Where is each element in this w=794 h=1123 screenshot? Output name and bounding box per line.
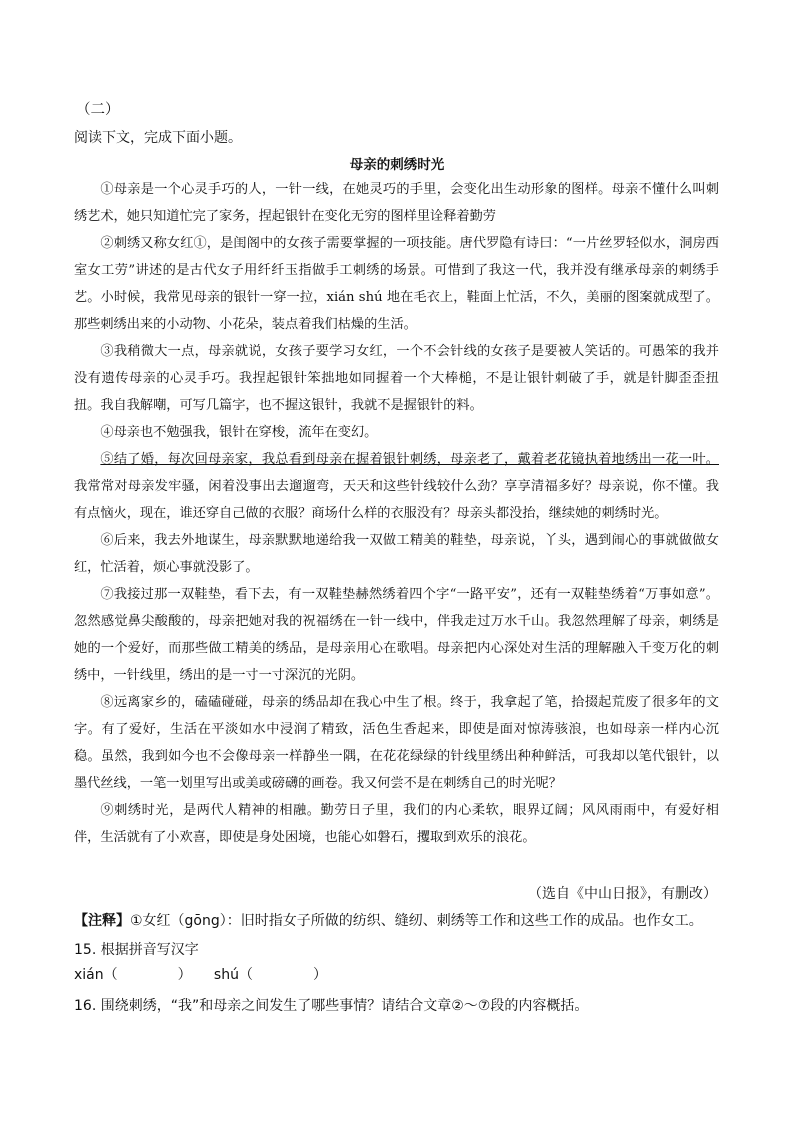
footnote-text: ①女红（gōng）：旧时指女子所做的纺织、缝纫、刺绣等工作和这些工作的成品。也作女工。	[130, 913, 703, 929]
question-15: 15. 根据拼音写汉字	[74, 942, 199, 958]
footnote	[74, 911, 703, 931]
paragraph-3: ③我稍微大一点，母亲就说，女孩子要学习女红，一个不会针线的女孩子是要被人笑话的。可愚笨的我并没有遗传母亲的心灵手巧。我捏起银针笨拙地如同握着一个大棒槌，不是让银针刺破了手，就是针脚歪歪扭扭。我自我解嘲，可写几篇字，也不握这银针，我就不是握银针的料。	[74, 344, 719, 413]
section-label: （二）	[76, 102, 120, 118]
article-source: （选自《中山日报》，有删改）	[528, 886, 717, 902]
paragraph-1: ①母亲是一个心灵手巧的人，一针一线，在她灵巧的手里，会变化出生动形象的图样。母亲不懂什么叫刺绣艺术，她只知道忙完了家务，捏起银针在变化无穷的图样里诠释着勤劳	[74, 182, 719, 224]
article-title: 母亲的刺绣时光	[349, 157, 445, 173]
footnote-label: 【注释】	[74, 913, 130, 929]
article-body	[74, 176, 719, 851]
blank-2-close: ）	[312, 967, 327, 983]
question-16: 16. 围绕刺绣，“我”和母亲之间发生了哪些事情？请结合文章②～⑦段的内容概括。	[74, 998, 589, 1014]
paragraph-2: ②刺绣又称女红①，是闺阁中的女孩子需要掌握的一项技能。唐代罗隐有诗曰：“一片丝罗轻似水，洞房西室女工劳”讲述的是古代女子用纤纤玉指做手工刺绣的场景。可惜到了我这一代，我并没有继承母亲的刺绣手艺。小时候，我常见母亲的银针一穿一拉，xián shú 地在毛衣上，鞋面上忙活，不久，美丽的图案就成型了。那些刺绣出来的小动物、小花朵，装点着我们枯燥的生活。	[74, 236, 719, 332]
paragraph-6: ⑥后来，我去外地谋生，母亲默默地递给我一双做工精美的鞋垫，母亲说，丫头，遇到闹心的事就做做女红，忙活着，烦心事就没影了。	[74, 533, 719, 575]
paragraph-8: ⑧远离家乡的，磕磕碰碰，母亲的绣品却在我心中生了根。终于，我拿起了笔，拾掇起荒废了很多年的文字。有了爱好，生活在平淡如水中浸润了精致，活色生香起来，即使是面对惊涛骇浪，也如母亲一样内心沉稳。虽然，我到如今也不会像母亲一样静坐一隅，在花花绿绿的针线里绣出种种鲜活，可我却以笔代银针，以墨代丝线，一笔一划里写出或美或磅礴的画卷。我又何尝不是在刺绣自己的时光呢？	[74, 695, 719, 791]
blank-1-pinyin: xián（	[74, 967, 118, 983]
blank-1-close: ）	[177, 967, 192, 983]
paragraph-4: ④母亲也不勉强我，银针在穿梭，流年在变幻。	[100, 425, 378, 440]
paragraph-7: ⑦我接过那一双鞋垫，看下去，有一双鞋垫赫然绣着四个字“一路平安”，还有一双鞋垫绣着“万事如意”。忽然感觉鼻尖酸酸的，母亲把她对我的祝福绣在一针一线中，伴我走过万水千山。我忽然理解了母亲，刺绣是她的一个爱好，而那些做工精美的绣品，是母亲用心在歌唱。母亲把内心深处对生活的理解融入千变万化的刺绣中，一针线里，绣出的是一寸一寸深沉的光阴。	[74, 587, 719, 683]
reading-instruction: 阅读下文，完成下面小题。	[74, 130, 242, 146]
blank-2-pinyin: shú（	[213, 967, 253, 983]
paragraph-5	[74, 446, 719, 527]
paragraph-9: ⑨刺绣时光，是两代人精神的相融。勤劳日子里，我们的内心柔软，眼界辽阔；风风雨雨中，有爱好相伴，生活就有了小欢喜，即使是身处困境，也能心如磐石，攫取到欢乐的浪花。	[74, 803, 719, 845]
underlined-sentence: ⑤结了婚，每次回母亲家，我总看到母亲在握着银针刺绣，母亲老了，戴着老花镜执着地绣出一花一叶。	[100, 452, 719, 467]
paragraph-5-rest: 我常常对母亲发牢骚，闲着没事出去遛遛弯，天天和这些针线较什么劲？享享清福多好？母亲说，你不懂。我有点恼火，现在，谁还穿自己做的衣服？商场什么样的衣服没有？母亲头都没抬，继续她的刺绣时光。	[74, 479, 719, 521]
question-15-blanks	[74, 965, 327, 985]
